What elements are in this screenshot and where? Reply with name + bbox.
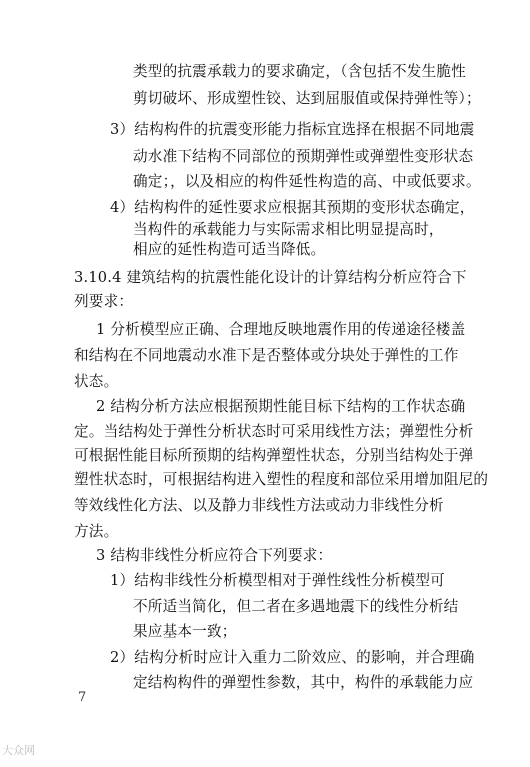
clause-heading: 3.10.4 建筑结构的抗震性能化设计的计算结构分析应符合下 xyxy=(74,269,467,286)
item-3-sub-1-line-1: 1）结构非线性分析模型相对于弹性线性分析模型可 xyxy=(110,572,445,589)
item-3-sub-2-line-1: 2）结构分析时应计入重力二阶效应、的影响，并合理确 xyxy=(110,649,475,666)
item-3-heading: 3 结构非线性分析应符合下列要求： xyxy=(96,547,333,564)
text-line-8: 相应的延性构造可适当降低。 xyxy=(133,241,326,258)
item-1-line-3: 状态。 xyxy=(74,373,119,390)
item-3-sub-2-line-2: 定结构构件的弹塑性参数，其中，构件的承载能力应 xyxy=(133,674,474,691)
item-1-line-2: 和结构在不同地震动水准下是否整体或分块处于弹性的工作 xyxy=(74,347,459,364)
item-2-line-5: 等效线性化方法、以及静力非线性方法或动力非线性分析 xyxy=(74,497,444,514)
item-2-line-1: 2 结构分析方法应根据预期性能目标下结构的工作状态确 xyxy=(96,398,466,415)
text-line-6: 4）结构构件的延性要求应根据其预期的变形状态确定， xyxy=(110,199,475,216)
text-line-4: 动水准下结构不同部位的预期弹性或弹塑性变形状态 xyxy=(133,148,474,165)
item-2-line-3: 可根据性能目标所预期的结构弹塑性状态，分别当结构处于弹 xyxy=(74,447,474,464)
text-line-2: 剪切破坏、形成塑性铰、达到屈服值或保持弹性等）； xyxy=(133,90,481,107)
item-2-line-4: 塑性状态时，可根据结构进入塑性的程度和部位采用增加阻尼的 xyxy=(74,471,489,488)
text-line-5: 确定；，以及相应的构件延性构造的高、中或低要求。 xyxy=(133,173,481,190)
text-line-1: 类型的抗震承载力的要求确定，（含包括不发生脆性 xyxy=(133,63,466,80)
page-number: 7 xyxy=(78,690,87,705)
text-line-3: 3）结构构件的抗震变形能力指标宜选择在根据不同地震 xyxy=(110,121,475,138)
item-1-line-1: 1 分析模型应正确、合理地反映地震作用的传递途径楼盖 xyxy=(96,321,466,338)
item-2-line-6: 方法。 xyxy=(74,523,119,540)
watermark: 大众网 xyxy=(2,744,35,757)
item-3-sub-1-line-3: 果应基本一致； xyxy=(133,623,237,640)
item-3-sub-1-line-2: 不所适当简化，但二者在多遇地震下的线性分析结 xyxy=(133,598,459,615)
text-line-7: 当构件的承载能力与实际需求相比明显提高时， xyxy=(133,221,444,238)
text-line-10: 列要求： xyxy=(74,293,134,310)
item-2-line-2: 定。当结构处于弹性分析状态时可采用线性方法；弹塑性分析 xyxy=(74,423,474,440)
